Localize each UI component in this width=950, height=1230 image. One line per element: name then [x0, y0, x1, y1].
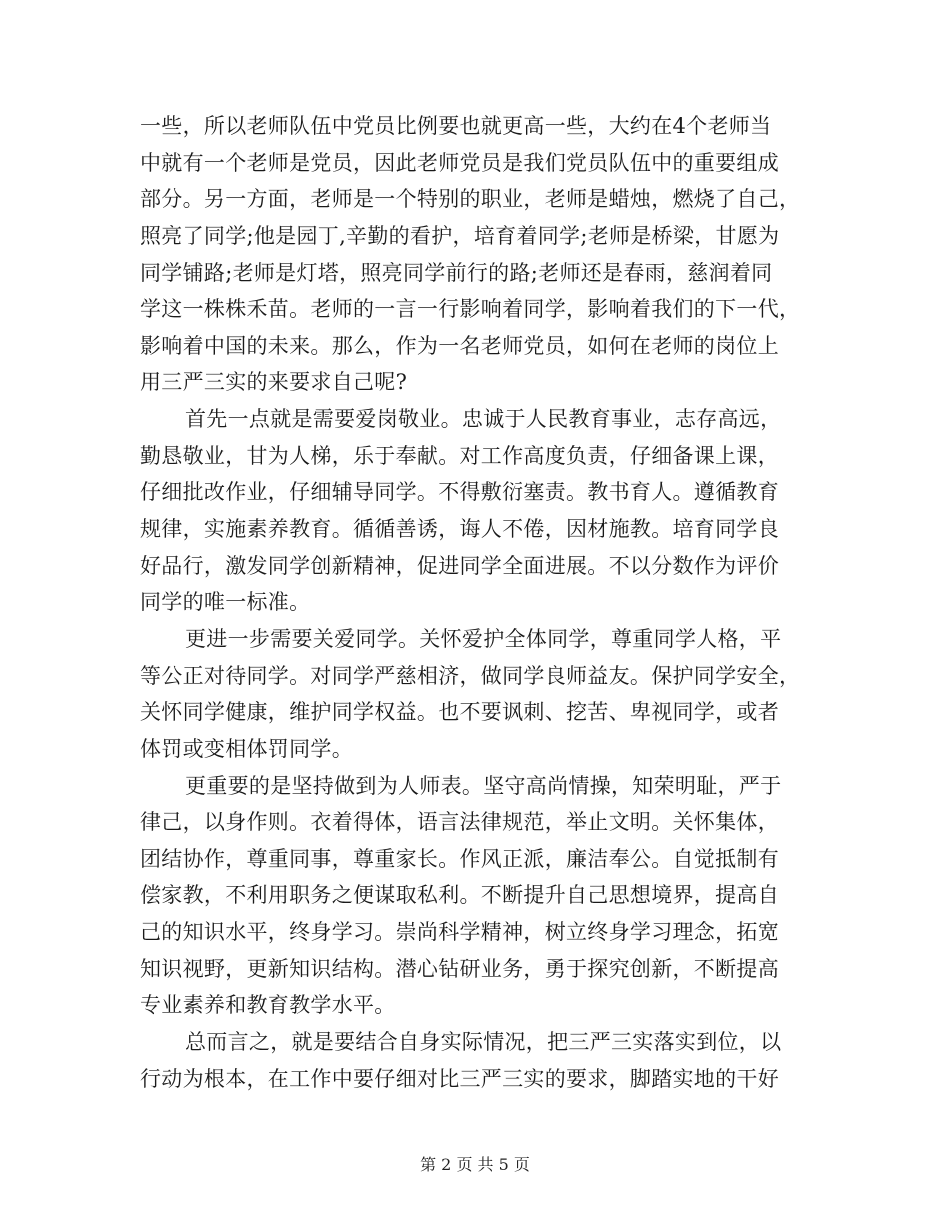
text-line: 己的知识水平，终身学习。崇尚科学精神，树立终身学习理念，拓宽: [140, 920, 779, 945]
paragraph-first-line: 更进一步需要关爱同学。关怀爱护全体同学，尊重同学人格，平: [185, 626, 782, 651]
body-text: [140, 108, 812, 1097]
page-footer: 第 2 页 共 5 页: [420, 1155, 530, 1174]
text-line: 行动为根本，在工作中要仔细对比三严三实的要求，脚踏实地的干好: [140, 1066, 779, 1091]
text-line: 勤恳敬业，甘为人梯，乐于奉献。对工作高度负责，仔细备课上课，: [140, 443, 779, 468]
text-line: 好品行，激发同学创新精神，促进同学全面进展。不以分数作为评价: [140, 553, 779, 578]
text-line: 中就有一个老师是党员，因此老师党员是我们党员队伍中的重要组成: [140, 150, 779, 175]
text-line: 知识视野，更新知识结构。潜心钻研业务，勇于探究创新，不断提高: [140, 956, 779, 981]
text-line: 关怀同学健康，维护同学权益。也不要讽刺、挖苦、卑视同学，或者: [140, 700, 779, 725]
text-line: 等公正对待同学。对同学严慈相济，做同学良师益友。保护同学安全，: [140, 663, 801, 688]
text-line: 偿家教，不利用职务之便谋取私利。不断提升自己思想境界，提高自: [140, 883, 779, 908]
text-line: 规律，实施素养教育。循循善诱，诲人不倦，因材施教。培育同学良: [140, 517, 779, 542]
text-line: 学这一株株禾苗。老师的一言一行影响着同学，影响着我们的下一代，: [140, 297, 801, 322]
text-line: 同学的唯一标准。: [140, 590, 311, 615]
text-line: 体罚或变相体罚同学。: [140, 736, 353, 761]
text-line: 同学铺路;老师是灯塔，照亮同学前行的路;老师还是春雨，慈润着同: [140, 260, 773, 285]
text-line: 专业素养和教育教学水平。: [140, 993, 396, 1018]
paragraph-first-line: 首先一点就是需要爱岗敬业。忠诚于人民教育事业，志存高远，: [185, 407, 782, 432]
text-line: 照亮了同学;他是园丁,辛勤的看护，培育着同学;老师是桥梁，甘愿为: [140, 223, 780, 248]
paragraph-first-line: 总而言之，就是要结合自身实际情况，把三严三实落实到位，以: [185, 1030, 782, 1055]
text-line: 部分。另一方面，老师是一个特别的职业，老师是蜡烛，燃烧了自己，: [140, 187, 801, 212]
paragraph-first-line: 更重要的是坚持做到为人师表。坚守高尚情操，知荣明耻，严于: [185, 773, 782, 798]
text-line: 一些，所以老师队伍中党员比例要也就更高一些，大约在4个老师当: [140, 114, 772, 138]
text-line: 仔细批改作业，仔细辅导同学。不得敷衍塞责。教书育人。遵循教育: [140, 480, 779, 505]
text-line: 团结协作，尊重同事，尊重家长。作风正派，廉洁奉公。自觉抵制有: [140, 846, 779, 871]
text-line: 律己，以身作则。衣着得体，语言法律规范，举止文明。关怀集体，: [140, 810, 779, 835]
text-line: 用三严三实的来要求自己呢?: [140, 370, 408, 395]
text-line: 影响着中国的未来。那么，作为一名老师党员，如何在老师的岗位上: [140, 333, 779, 358]
